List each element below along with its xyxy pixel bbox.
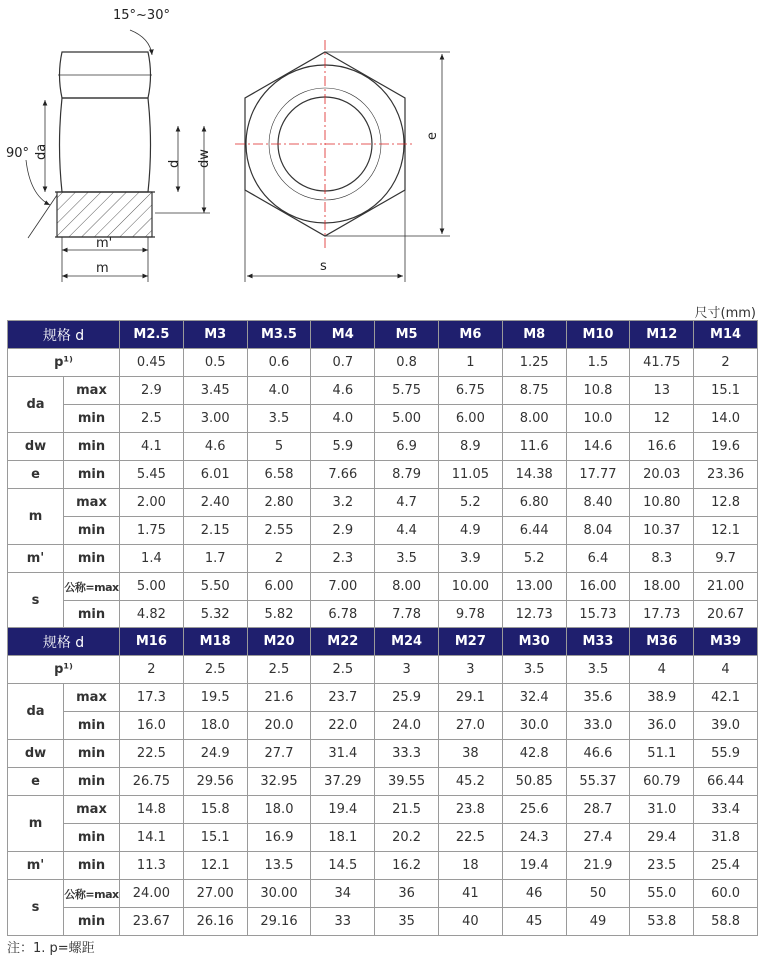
table-cell: 24.3 — [502, 824, 566, 852]
table-cell: 25.6 — [502, 796, 566, 824]
table-cell: 21.6 — [247, 684, 311, 712]
table-cell: 2 — [247, 545, 311, 573]
table-cell: 5.75 — [375, 377, 439, 405]
table-cell: 41.75 — [630, 349, 694, 377]
table-cell: 1.4 — [120, 545, 184, 573]
table-row — [8, 740, 758, 768]
sub-label: min — [64, 433, 120, 461]
table-cell: 27.0 — [438, 712, 502, 740]
sub-label: 公称=max — [64, 880, 120, 908]
table-cell: 21.9 — [566, 852, 630, 880]
table-cell: 3.5 — [566, 656, 630, 684]
table-cell: 10.8 — [566, 377, 630, 405]
table-cell: 2.5 — [311, 656, 375, 684]
table-cell: 16.0 — [120, 712, 184, 740]
table-cell: 26.75 — [120, 768, 184, 796]
table-cell: 16.00 — [566, 573, 630, 601]
table-cell: 20.0 — [247, 712, 311, 740]
table-cell: 29.56 — [183, 768, 247, 796]
table-cell: 12 — [630, 405, 694, 433]
table-cell: 12.1 — [694, 517, 758, 545]
table-cell: 1.7 — [183, 545, 247, 573]
param-label: s — [8, 573, 64, 629]
table-cell: 16.6 — [630, 433, 694, 461]
size-header: M12 — [630, 321, 694, 349]
table-cell: 0.8 — [375, 349, 439, 377]
table-cell: 10.0 — [566, 405, 630, 433]
table-cell: 5.45 — [120, 461, 184, 489]
table-cell: 2.3 — [311, 545, 375, 573]
table-row — [8, 517, 758, 545]
size-header: M16 — [120, 628, 184, 656]
table-cell: 2.15 — [183, 517, 247, 545]
table-cell: 16.2 — [375, 852, 439, 880]
table-cell: 3 — [375, 656, 439, 684]
sub-label: min — [64, 517, 120, 545]
table-cell: 39.55 — [375, 768, 439, 796]
sub-label: min — [64, 405, 120, 433]
table-cell: 4.4 — [375, 517, 439, 545]
table-cell: 6.75 — [438, 377, 502, 405]
table-cell: 24.9 — [183, 740, 247, 768]
table-cell: 45.2 — [438, 768, 502, 796]
table-cell: 30.00 — [247, 880, 311, 908]
table-cell: 6.00 — [247, 573, 311, 601]
table-cell: 46.6 — [566, 740, 630, 768]
param-label: e — [8, 461, 64, 489]
table-cell: 35.6 — [566, 684, 630, 712]
table-cell: 20.2 — [375, 824, 439, 852]
table-cell: 15.8 — [183, 796, 247, 824]
size-header: M4 — [311, 321, 375, 349]
da-label: da — [34, 143, 49, 160]
table-cell: 29.16 — [247, 908, 311, 936]
table-cell: 38 — [438, 740, 502, 768]
table-cell: 2.9 — [120, 377, 184, 405]
table-row — [8, 377, 758, 405]
table-cell: 6.4 — [566, 545, 630, 573]
table-cell: 53.8 — [630, 908, 694, 936]
table-cell: 26.16 — [183, 908, 247, 936]
table-cell: 31.4 — [311, 740, 375, 768]
table-cell: 11.3 — [120, 852, 184, 880]
sub-label: min — [64, 824, 120, 852]
size-header: M33 — [566, 628, 630, 656]
table-cell: 3.00 — [183, 405, 247, 433]
table-cell: 3 — [438, 656, 502, 684]
dw-label: dw — [197, 149, 212, 168]
table-cell: 5.2 — [502, 545, 566, 573]
table-cell: 6.44 — [502, 517, 566, 545]
m-prime-label: m' — [96, 236, 113, 251]
table-row — [8, 768, 758, 796]
table-cell: 2.5 — [120, 405, 184, 433]
table-cell: 3.5 — [375, 545, 439, 573]
table-cell: 1.25 — [502, 349, 566, 377]
table-row — [8, 852, 758, 880]
table-cell: 0.45 — [120, 349, 184, 377]
table-cell: 5.2 — [438, 489, 502, 517]
table-cell: 11.05 — [438, 461, 502, 489]
table-cell: 2.5 — [183, 656, 247, 684]
table-cell: 3.5 — [502, 656, 566, 684]
sub-label: min — [64, 601, 120, 629]
size-header: M5 — [375, 321, 439, 349]
table-cell: 9.78 — [438, 601, 502, 629]
table-cell: 33 — [311, 908, 375, 936]
table-cell: 45 — [502, 908, 566, 936]
table-cell: 25.4 — [694, 852, 758, 880]
table-cell: 27.00 — [183, 880, 247, 908]
table-cell: 30.0 — [502, 712, 566, 740]
table-cell: 32.95 — [247, 768, 311, 796]
table-row — [8, 824, 758, 852]
table-cell: 2.5 — [247, 656, 311, 684]
table-cell: 5.50 — [183, 573, 247, 601]
table-cell: 39.0 — [694, 712, 758, 740]
table-cell: 33.4 — [694, 796, 758, 824]
sub-label: max — [64, 489, 120, 517]
table-cell: 15.1 — [183, 824, 247, 852]
size-header: M30 — [502, 628, 566, 656]
header-label: 规格 d — [8, 628, 120, 656]
table-cell: 46 — [502, 880, 566, 908]
table-cell: 4.82 — [120, 601, 184, 629]
table-cell: 8.40 — [566, 489, 630, 517]
table-cell: 0.6 — [247, 349, 311, 377]
size-header: M3.5 — [247, 321, 311, 349]
table-cell: 10.00 — [438, 573, 502, 601]
table-cell: 23.5 — [630, 852, 694, 880]
table-cell: 49 — [566, 908, 630, 936]
table-row — [8, 573, 758, 601]
param-label: dw — [8, 740, 64, 768]
table-cell: 31.0 — [630, 796, 694, 824]
table-cell: 32.4 — [502, 684, 566, 712]
table-cell: 18.0 — [247, 796, 311, 824]
table-row — [8, 461, 758, 489]
m-label: m — [96, 261, 109, 276]
table-cell: 10.37 — [630, 517, 694, 545]
param-label: m' — [8, 545, 64, 573]
table-cell: 8.00 — [375, 573, 439, 601]
table-cell: 8.3 — [630, 545, 694, 573]
table-cell: 11.6 — [502, 433, 566, 461]
param-label: p¹⁾ — [8, 656, 120, 684]
unit-label: 尺寸(mm) — [694, 306, 756, 321]
sub-label: min — [64, 908, 120, 936]
table-cell: 22.0 — [311, 712, 375, 740]
table-cell: 7.78 — [375, 601, 439, 629]
table-cell: 0.7 — [311, 349, 375, 377]
table-cell: 22.5 — [120, 740, 184, 768]
param-label: m — [8, 489, 64, 545]
table-cell: 36.0 — [630, 712, 694, 740]
table-cell: 27.7 — [247, 740, 311, 768]
table-cell: 3.2 — [311, 489, 375, 517]
table-cell: 1.5 — [566, 349, 630, 377]
sub-label: min — [64, 740, 120, 768]
table-row — [8, 908, 758, 936]
size-header: M2.5 — [120, 321, 184, 349]
table-cell: 10.80 — [630, 489, 694, 517]
table-row — [8, 433, 758, 461]
table-cell: 6.9 — [375, 433, 439, 461]
table-cell: 4.6 — [183, 433, 247, 461]
size-header: M18 — [183, 628, 247, 656]
table-cell: 15.73 — [566, 601, 630, 629]
table-cell: 40 — [438, 908, 502, 936]
size-header: M24 — [375, 628, 439, 656]
table-cell: 8.79 — [375, 461, 439, 489]
table-row — [8, 656, 758, 684]
table-cell: 6.01 — [183, 461, 247, 489]
table-cell: 15.1 — [694, 377, 758, 405]
param-label: p¹⁾ — [8, 349, 120, 377]
size-header: M22 — [311, 628, 375, 656]
table-cell: 28.7 — [566, 796, 630, 824]
table-cell: 60.79 — [630, 768, 694, 796]
table-cell: 50.85 — [502, 768, 566, 796]
table-cell: 6.00 — [438, 405, 502, 433]
table-cell: 51.1 — [630, 740, 694, 768]
table-cell: 2.55 — [247, 517, 311, 545]
e-label: e — [425, 132, 440, 140]
footnote: 注：1. p=螺距 — [7, 941, 95, 956]
table-cell: 14.6 — [566, 433, 630, 461]
table-cell: 8.75 — [502, 377, 566, 405]
table-cell: 20.03 — [630, 461, 694, 489]
table-cell: 42.1 — [694, 684, 758, 712]
table-cell: 14.38 — [502, 461, 566, 489]
table-cell: 18 — [438, 852, 502, 880]
table-cell: 2.40 — [183, 489, 247, 517]
table-cell: 18.1 — [311, 824, 375, 852]
table-cell: 14.8 — [120, 796, 184, 824]
table-row — [8, 349, 758, 377]
sub-label: min — [64, 768, 120, 796]
table-cell: 17.73 — [630, 601, 694, 629]
table-cell: 4 — [694, 656, 758, 684]
size-header: M3 — [183, 321, 247, 349]
table-cell: 19.6 — [694, 433, 758, 461]
header-label: 规格 d — [8, 321, 120, 349]
table-cell: 23.7 — [311, 684, 375, 712]
table-cell: 60.0 — [694, 880, 758, 908]
table-cell: 1 — [438, 349, 502, 377]
param-label: m — [8, 796, 64, 852]
chamfer-angle-label: 90° — [6, 146, 30, 161]
table-cell: 5.82 — [247, 601, 311, 629]
table-cell: 8.00 — [502, 405, 566, 433]
table-cell: 14.5 — [311, 852, 375, 880]
size-header: M36 — [630, 628, 694, 656]
table-cell: 33.3 — [375, 740, 439, 768]
table-cell: 2 — [694, 349, 758, 377]
table-cell: 16.9 — [247, 824, 311, 852]
table-cell: 38.9 — [630, 684, 694, 712]
table-cell: 23.67 — [120, 908, 184, 936]
table-cell: 4.0 — [311, 405, 375, 433]
size-header: M14 — [694, 321, 758, 349]
table-cell: 12.1 — [183, 852, 247, 880]
size-header: M10 — [566, 321, 630, 349]
table-cell: 55.37 — [566, 768, 630, 796]
table-cell: 1.75 — [120, 517, 184, 545]
sub-label: max — [64, 684, 120, 712]
table-cell: 4.1 — [120, 433, 184, 461]
sub-label: max — [64, 377, 120, 405]
table-cell: 4.9 — [438, 517, 502, 545]
table-cell: 21.5 — [375, 796, 439, 824]
table-cell: 5.00 — [120, 573, 184, 601]
table-cell: 3.5 — [247, 405, 311, 433]
table-cell: 5.9 — [311, 433, 375, 461]
table-cell: 19.5 — [183, 684, 247, 712]
table-cell: 4.6 — [311, 377, 375, 405]
size-header: M39 — [694, 628, 758, 656]
table-cell: 29.1 — [438, 684, 502, 712]
table-cell: 37.29 — [311, 768, 375, 796]
table-cell: 9.7 — [694, 545, 758, 573]
sub-label: min — [64, 852, 120, 880]
table-cell: 13 — [630, 377, 694, 405]
table-cell: 5.00 — [375, 405, 439, 433]
table-cell: 2.00 — [120, 489, 184, 517]
table-row — [8, 601, 758, 629]
table-cell: 29.4 — [630, 824, 694, 852]
table-cell: 20.67 — [694, 601, 758, 629]
table-cell: 14.1 — [120, 824, 184, 852]
table-cell: 58.8 — [694, 908, 758, 936]
nut-top-view — [235, 40, 450, 282]
sub-label: max — [64, 796, 120, 824]
sub-label: min — [64, 545, 120, 573]
table-cell: 41 — [438, 880, 502, 908]
table-cell: 6.78 — [311, 601, 375, 629]
table-cell: 13.5 — [247, 852, 311, 880]
table-cell: 6.80 — [502, 489, 566, 517]
size-header: M20 — [247, 628, 311, 656]
table-cell: 24.00 — [120, 880, 184, 908]
table-cell: 18.00 — [630, 573, 694, 601]
table-cell: 23.36 — [694, 461, 758, 489]
table-cell: 12.73 — [502, 601, 566, 629]
hex-nut-technical-drawing — [0, 0, 762, 300]
table-cell: 18.0 — [183, 712, 247, 740]
table-cell: 19.4 — [502, 852, 566, 880]
nut-side-view — [26, 30, 210, 282]
sub-label: min — [64, 461, 120, 489]
table-cell: 50 — [566, 880, 630, 908]
param-label: e — [8, 768, 64, 796]
table-cell: 13.00 — [502, 573, 566, 601]
table-row — [8, 684, 758, 712]
table-cell: 22.5 — [438, 824, 502, 852]
table-cell: 8.04 — [566, 517, 630, 545]
param-label: da — [8, 377, 64, 433]
d-label: d — [167, 159, 182, 168]
table-cell: 5 — [247, 433, 311, 461]
table-cell: 42.8 — [502, 740, 566, 768]
table-cell: 3.9 — [438, 545, 502, 573]
spec-table-2 — [7, 627, 758, 936]
table-cell: 0.5 — [183, 349, 247, 377]
table-cell: 6.58 — [247, 461, 311, 489]
table-cell: 25.9 — [375, 684, 439, 712]
table-row — [8, 405, 758, 433]
table-cell: 17.3 — [120, 684, 184, 712]
table-cell: 4.7 — [375, 489, 439, 517]
table-cell: 7.00 — [311, 573, 375, 601]
table-cell: 66.44 — [694, 768, 758, 796]
table-row — [8, 545, 758, 573]
table-cell: 33.0 — [566, 712, 630, 740]
param-label: m' — [8, 852, 64, 880]
param-label: dw — [8, 433, 64, 461]
table-cell: 5.32 — [183, 601, 247, 629]
s-label: s — [320, 259, 327, 274]
table-cell: 7.66 — [311, 461, 375, 489]
table-header-row — [8, 628, 758, 656]
spec-table-1 — [7, 320, 758, 629]
table-cell: 2 — [120, 656, 184, 684]
table-cell: 17.77 — [566, 461, 630, 489]
table-cell: 31.8 — [694, 824, 758, 852]
table-cell: 12.8 — [694, 489, 758, 517]
size-header: M8 — [502, 321, 566, 349]
table-cell: 24.0 — [375, 712, 439, 740]
param-label: da — [8, 684, 64, 740]
table-cell: 35 — [375, 908, 439, 936]
table-cell: 4.0 — [247, 377, 311, 405]
table-cell: 19.4 — [311, 796, 375, 824]
table-cell: 21.00 — [694, 573, 758, 601]
table-cell: 34 — [311, 880, 375, 908]
sub-label: min — [64, 712, 120, 740]
table-cell: 3.45 — [183, 377, 247, 405]
table-row — [8, 712, 758, 740]
size-header: M6 — [438, 321, 502, 349]
table-cell: 2.80 — [247, 489, 311, 517]
table-cell: 55.0 — [630, 880, 694, 908]
table-cell: 27.4 — [566, 824, 630, 852]
param-label: s — [8, 880, 64, 936]
table-cell: 14.0 — [694, 405, 758, 433]
table-row — [8, 489, 758, 517]
table-cell: 2.9 — [311, 517, 375, 545]
sub-label: 公称=max — [64, 573, 120, 601]
table-cell: 23.8 — [438, 796, 502, 824]
table-row — [8, 796, 758, 824]
table-cell: 8.9 — [438, 433, 502, 461]
size-header: M27 — [438, 628, 502, 656]
table-cell: 36 — [375, 880, 439, 908]
angle-label: 15°~30° — [113, 8, 170, 23]
table-cell: 4 — [630, 656, 694, 684]
table-row — [8, 880, 758, 908]
table-cell: 55.9 — [694, 740, 758, 768]
table-header-row — [8, 321, 758, 349]
